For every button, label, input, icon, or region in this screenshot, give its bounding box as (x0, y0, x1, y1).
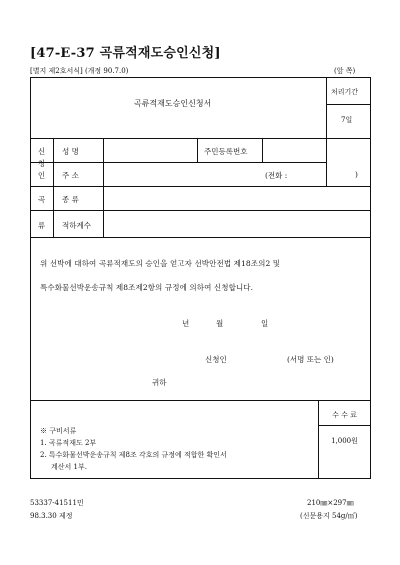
divider-grain-section (30, 237, 371, 238)
form-reference: [별지 제2호서식] (개정 90.7.0) (30, 67, 129, 75)
address-label: 주 소 (62, 171, 79, 180)
resident-id-label: 주민등록번호 (204, 147, 248, 156)
signature-hint: (서명 또는 인) (287, 355, 334, 364)
date-year: 년 (182, 319, 190, 328)
name-field[interactable] (104, 139, 196, 161)
processing-box-border (326, 77, 327, 138)
processing-period-value: 7일 (341, 116, 353, 124)
addressee: 귀하 (152, 378, 167, 387)
attachment-item-2: 2. 특수화물선박운송규칙 제8조 각호의 규정에 적합한 확인서 (40, 451, 227, 459)
applicant-label-1: 신 (37, 147, 46, 156)
phone-label: (전화 : (265, 171, 288, 180)
resident-id-field[interactable] (263, 139, 325, 161)
enactment-date: 98.3.30 제정 (30, 512, 73, 520)
grain-type-field[interactable] (104, 187, 370, 209)
phone-field[interactable] (298, 163, 353, 185)
applicant-sign-label: 신청인 (205, 355, 227, 364)
applicant-label-3: 인 (37, 171, 46, 180)
address-field[interactable] (104, 163, 264, 185)
paper-size: 210㎜×297㎜ (307, 499, 354, 507)
applicant-signature-field[interactable] (240, 349, 286, 365)
date-day: 일 (261, 319, 269, 328)
loading-factor-field[interactable] (104, 211, 370, 236)
applicant-label-2: 청 (37, 159, 46, 168)
grain-label-2: 류 (37, 221, 46, 230)
name-label: 성 명 (62, 147, 79, 156)
processing-period-label: 처리기간 (331, 88, 359, 96)
grain-type-label: 종 류 (62, 195, 79, 204)
statement-line-2: 특수화물선박운송규칙 제8조제2항의 규정에 의하여 신청합니다. (40, 283, 254, 292)
paper-type: (신문용지 54g/㎡) (300, 512, 358, 520)
document-heading: [47-E-37 곡류적재도승인신청] (30, 46, 221, 61)
date-month: 월 (216, 319, 224, 328)
grain-label-1: 곡 (37, 195, 46, 204)
fee-label: 수 수 료 (332, 411, 357, 419)
form-title: 곡류적재도승인신청서 (134, 99, 212, 108)
loading-factor-label: 적하계수 (62, 221, 91, 230)
form-code: 53337-41511민 (30, 499, 84, 507)
attachment-item-1: 1. 곡류적재도 2부 (40, 439, 97, 447)
phone-close: ) (355, 170, 358, 179)
divider-fee-box (318, 425, 371, 426)
divider-statement-section (30, 400, 371, 401)
statement-line-1: 위 선박에 대하여 곡류적재도의 승인을 얻고자 선박안전법 제18조의2 및 (40, 259, 281, 268)
attachment-item-2-cont: 계산서 1부. (51, 463, 87, 471)
divider-processing-box (326, 104, 371, 105)
fee-value: 1,000원 (331, 437, 358, 445)
section-label-border (53, 138, 54, 237)
id-label-left-border (197, 138, 198, 162)
page-side-label: (앞 쪽) (334, 67, 356, 75)
attachments-title: ※ 구비서류 (40, 427, 77, 435)
